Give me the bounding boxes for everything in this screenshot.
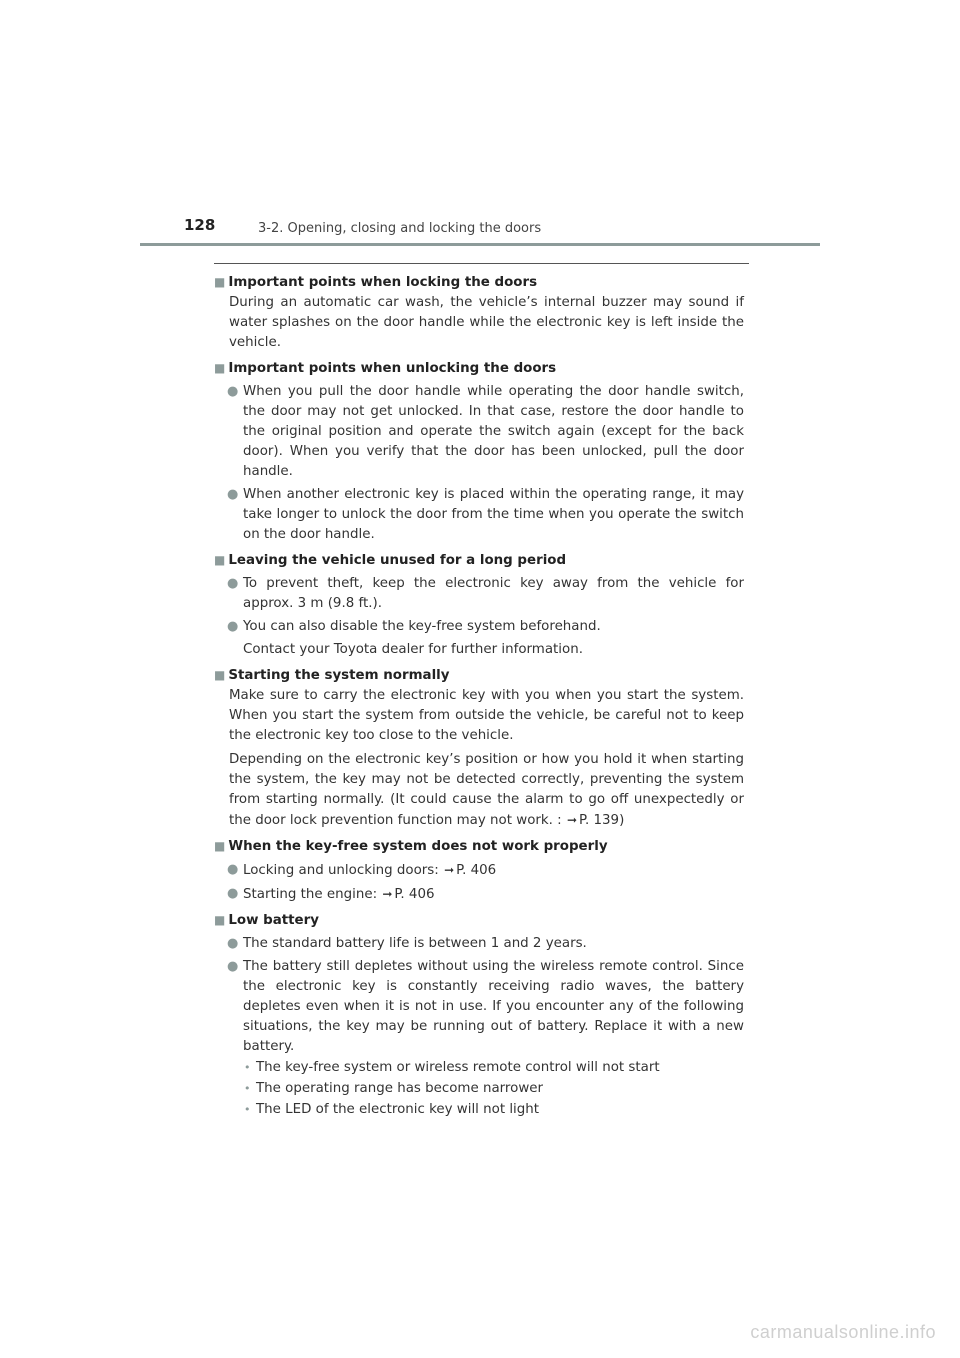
- square-bullet-icon: ■: [214, 275, 226, 289]
- section-heading: Important points when unlocking the doors: [228, 361, 557, 376]
- paragraph: Depending on the electronic key’s position or how you hold it when starting the system, the key may not be detected correctly, preventing the system from starting normally. (It could cause the alarm to go off unexpectedly or the door lock prevention function may not work. : ➞ P. 139): [229, 752, 744, 828]
- circle-bullet-icon: ●: [227, 576, 239, 591]
- paragraph: Make sure to carry the electronic key with you when you start the system. When you start the system from outside the vehicle, be careful not to keep the electronic key too close to the vehicle.: [229, 688, 744, 743]
- list-item: ● When another electronic key is placed within the operating range, it may take longer to unlock the door from the time when you operate the switch on the door handle.: [227, 487, 744, 542]
- page-reference-link[interactable]: P. 139): [579, 813, 625, 828]
- list-item: ● The battery still depletes without using the wireless remote control. Since the electronic key is constantly receiving radio waves, the battery depletes even when it is not in use. If you encounter any of the following situations, the key may be running out of battery. Replace it with a new battery.: [227, 959, 744, 1054]
- arrow-right-icon: ➞: [382, 887, 393, 901]
- section-heading: When the key-free system does not work properly: [228, 839, 608, 854]
- small-dot-bullet-icon: •: [244, 1082, 251, 1095]
- sub-list-item: • The key-free system or wireless remote control will not start: [214, 1058, 744, 1078]
- square-bullet-icon: ■: [214, 553, 226, 567]
- header-divider: [140, 243, 820, 246]
- paragraph: During an automatic car wash, the vehicle’s internal buzzer may sound if water splashes on the door handle while the electronic key is left inside the vehicle.: [229, 295, 744, 350]
- circle-bullet-icon: ●: [227, 862, 239, 877]
- section-starting: [214, 665, 744, 831]
- list-item: ● Locking and unlocking doors: ➞ P. 406: [227, 862, 497, 878]
- section-locking: [214, 272, 744, 353]
- circle-bullet-icon: ●: [227, 384, 239, 399]
- square-bullet-icon: ■: [214, 668, 226, 682]
- list-item: ● When you pull the door handle while operating the door handle switch, the door may not get unlocked. In that case, restore the door handle to the original position and operate the switch again (except for the back door). When you verify that the door has been unlocked, pull the door handle.: [227, 384, 744, 479]
- section-heading: Leaving the vehicle unused for a long period: [228, 553, 567, 568]
- section-long-period: [214, 550, 744, 660]
- page-number: 128: [184, 216, 216, 234]
- arrow-right-icon: ➞: [444, 863, 455, 877]
- circle-bullet-icon: ●: [227, 886, 239, 901]
- section-heading: Starting the system normally: [228, 668, 450, 683]
- square-bullet-icon: ■: [214, 361, 226, 375]
- list-item: ● Starting the engine: ➞ P. 406: [227, 886, 435, 902]
- small-dot-bullet-icon: •: [244, 1103, 251, 1116]
- square-bullet-icon: ■: [214, 913, 226, 927]
- arrow-right-icon: ➞: [566, 813, 578, 827]
- circle-bullet-icon: ●: [227, 959, 239, 974]
- sub-list-item: • The LED of the electronic key will not light: [214, 1100, 744, 1120]
- circle-bullet-icon: ●: [227, 936, 239, 951]
- section-heading: Important points when locking the doors: [228, 275, 538, 290]
- section-low-battery: [214, 910, 744, 1120]
- content-top-divider: [214, 263, 749, 264]
- sub-list-item: • The operating range has become narrower: [214, 1079, 744, 1099]
- list-item: ● To prevent theft, keep the electronic key away from the vehicle for approx. 3 m (9.8 ft.).: [227, 576, 744, 611]
- section-unlocking: [214, 358, 744, 545]
- section-heading: Low battery: [228, 913, 319, 928]
- page-reference-link[interactable]: P. 406: [456, 863, 497, 878]
- page-header: [140, 214, 820, 246]
- section-not-working: [214, 836, 744, 905]
- small-dot-bullet-icon: •: [244, 1061, 251, 1074]
- circle-bullet-icon: ●: [227, 487, 239, 502]
- square-bullet-icon: ■: [214, 839, 226, 853]
- list-item: ● You can also disable the key-free system beforehand.: [214, 617, 744, 637]
- list-item-continuation: Contact your Toyota dealer for further information.: [243, 642, 583, 657]
- content-body: [214, 272, 744, 1125]
- section-title: 3-2. Opening, closing and locking the doors: [258, 221, 542, 236]
- page-reference-link[interactable]: P. 406: [394, 887, 435, 902]
- watermark: carmanualsonline.info: [750, 1322, 936, 1342]
- list-item: ● The standard battery life is between 1 and 2 years.: [214, 934, 744, 954]
- circle-bullet-icon: ●: [227, 619, 239, 634]
